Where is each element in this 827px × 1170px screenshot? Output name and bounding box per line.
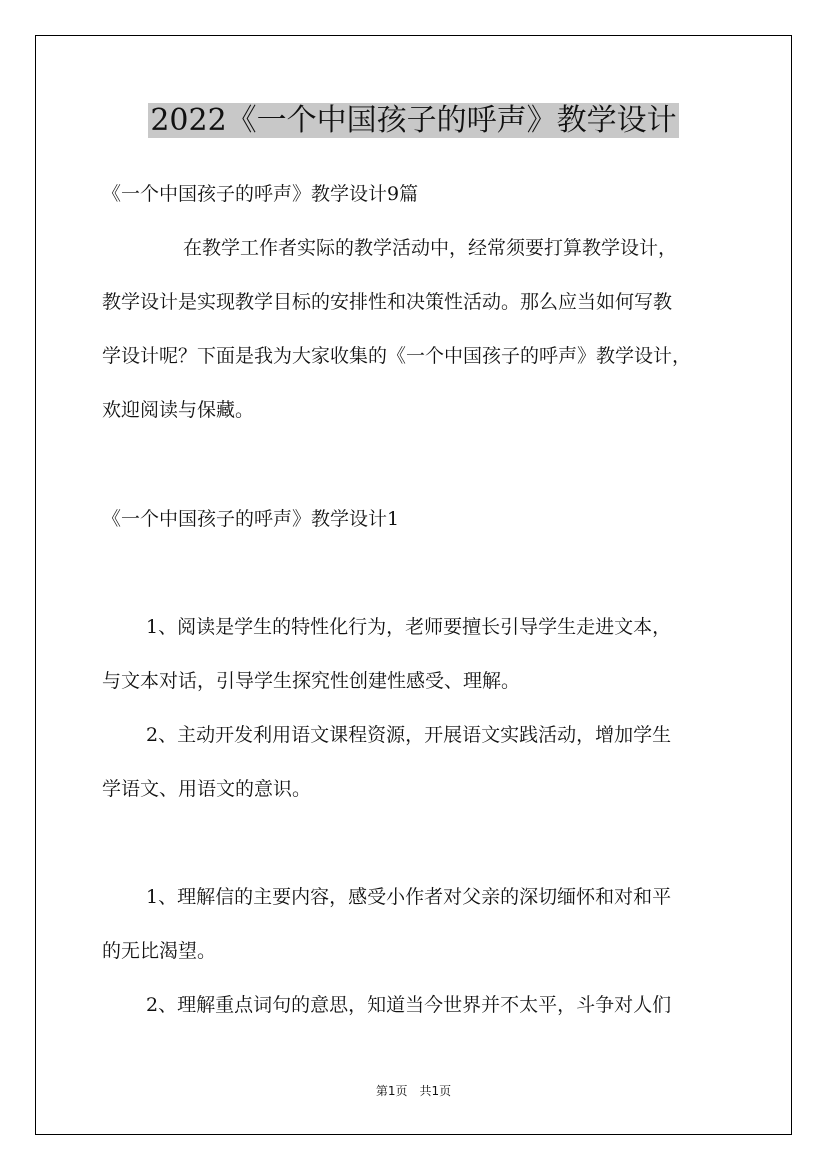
section-heading: 《一个中国孩子的呼声》教学设计1: [102, 508, 400, 530]
block2-line-1: 1、理解信的主要内容，感受小作者对父亲的深切缅怀和对和平: [146, 886, 672, 908]
intro-line-2: 教学设计是实现教学目标的安排性和决策性活动。那么应当如何写教: [102, 291, 673, 313]
block2-line-2: 的无比渴望。: [102, 940, 217, 962]
document-title-text: 2022《一个中国孩子的呼声》教学设计: [150, 103, 677, 138]
document-subtitle: 《一个中国孩子的呼声》教学设计9篇: [102, 183, 419, 205]
intro-line-3: 学设计呢？下面是我为大家收集的《一个中国孩子的呼声》教学设计，: [102, 345, 692, 367]
block1-line-2: 与文本对话，引导学生探究性创建性感受、理解。: [102, 670, 521, 692]
block1-line-1: 1、阅读是学生的特性化行为，老师要擅长引导学生走进文本，: [146, 616, 672, 638]
intro-line-1: 在教学工作者实际的教学活动中，经常须要打算教学设计，: [183, 237, 678, 259]
intro-line-4: 欢迎阅读与保藏。: [102, 399, 255, 421]
document-title: [0, 101, 827, 141]
block2-line-3: 2、理解重点词句的意思，知道当今世界并不太平，斗争对人们: [146, 994, 672, 1016]
block1-line-3: 2、主动开发利用语文课程资源，开展语文实践活动，增加学生: [146, 724, 672, 746]
block1-line-4: 学语文、用语文的意识。: [102, 778, 312, 800]
page-number-footer: 第1页 共1页: [375, 1084, 452, 1098]
